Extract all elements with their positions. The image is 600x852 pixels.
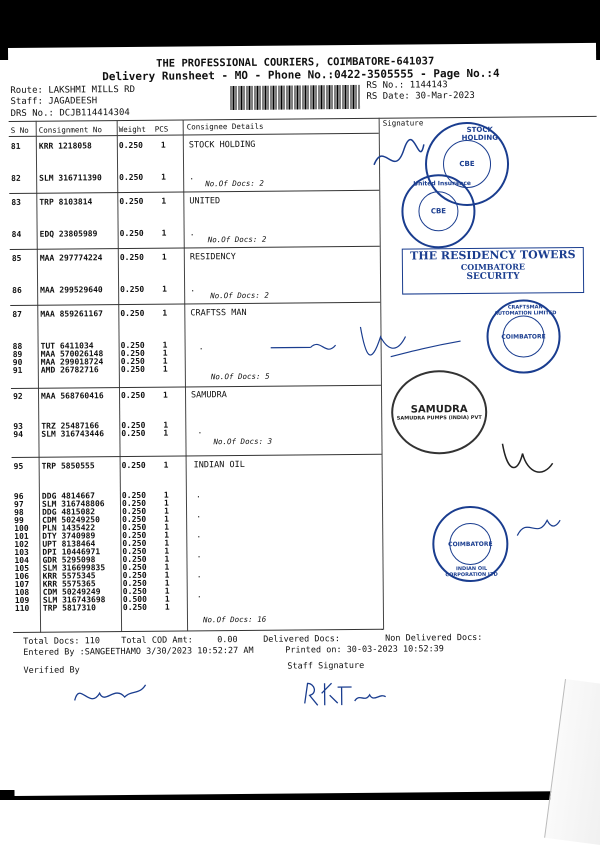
row-weight: 0.250: [119, 172, 144, 183]
group-separator: [9, 190, 379, 194]
row-pcs: 1: [164, 546, 170, 556]
signature-scribble: [270, 316, 471, 378]
row-sno: 85: [11, 253, 22, 263]
consignee-craftss-man: CRAFTSS MAN: [190, 307, 247, 319]
signature-scribble: [497, 433, 557, 484]
verified-by-signature: [69, 675, 149, 716]
row-sno: 107: [14, 579, 30, 589]
consignee-stock-holding: STOCK HOLDING: [188, 139, 256, 151]
row-pcs: 1: [164, 538, 170, 548]
row-pcs: 1: [163, 428, 169, 438]
row-pcs: 1: [164, 578, 170, 588]
group-separator: [11, 385, 381, 389]
row-weight: 0.250: [120, 364, 145, 375]
row-sno: 109: [14, 595, 30, 605]
row-consignment: KRR 5575345: [42, 571, 96, 581]
printed-on: Printed on: 30-03-2023 10:52:39: [285, 644, 444, 656]
row-sno: 90: [12, 357, 23, 367]
row-pcs: 1: [163, 490, 169, 500]
row-pcs: 1: [164, 522, 170, 532]
consignee-dot: .: [197, 426, 203, 437]
row-pcs: 1: [161, 228, 167, 238]
row-weight: 0.250: [119, 252, 144, 263]
row-sno: 97: [13, 499, 24, 509]
row-pcs: 1: [164, 570, 170, 580]
row-consignment: TRP 8103814: [39, 197, 93, 207]
row-consignment: KRR 1218058: [38, 141, 92, 151]
row-weight: 0.250: [121, 498, 147, 509]
row-pcs: 1: [163, 498, 169, 508]
row-pcs: 1: [164, 554, 170, 564]
row-consignment: CDM 50249249: [42, 587, 101, 597]
col-signature: Signature: [382, 118, 424, 128]
row-sno: 84: [11, 229, 22, 239]
docs-count: No.Of Docs: 2: [210, 290, 269, 301]
row-pcs: 1: [163, 460, 169, 470]
row-consignment: MAA 859261167: [40, 309, 103, 319]
row-weight: 0.250: [121, 490, 147, 501]
drs-number: DRS No.: DCJB114414304: [10, 107, 130, 119]
row-weight: 0.250: [119, 228, 144, 239]
row-pcs: 1: [162, 390, 168, 400]
row-sno: 98: [14, 507, 24, 517]
total-cod-value: 0.00: [217, 635, 238, 646]
consignee-dot: .: [190, 284, 196, 295]
row-pcs: 1: [164, 594, 170, 604]
row-sno: 93: [13, 421, 23, 431]
row-pcs: 1: [161, 172, 167, 182]
row-consignment: UPT 8138464: [42, 539, 96, 549]
route-label: Route: LAKSHMI MILLS RD: [10, 84, 136, 96]
row-sno: 100: [14, 523, 29, 533]
consignee-dot: .: [196, 510, 202, 521]
consignee-dot: .: [189, 228, 195, 239]
row-sno: 105: [14, 563, 30, 573]
row-sno: 87: [12, 309, 23, 319]
row-sno: 91: [12, 365, 23, 375]
company-title: THE PROFESSIONAL COURIERS, COIMBATORE-641037: [156, 55, 435, 70]
row-pcs: 1: [162, 356, 168, 366]
craftsman-automation-stamp: COIMBATORE CRAFTSMAN AUTOMATION LIMITED: [486, 299, 561, 374]
col-consignment: Consignment No: [38, 125, 102, 135]
runsheet-page: [8, 43, 600, 796]
row-pcs: 1: [164, 530, 170, 540]
row-weight: 0.250: [122, 562, 147, 573]
row-consignment: TRZ 25487166: [41, 421, 100, 431]
consignee-samudra: SAMUDRA: [190, 390, 227, 401]
total-docs: Total Docs: 110: [23, 636, 100, 647]
row-consignment: TRP 5817310: [42, 603, 96, 613]
row-weight: 0.250: [122, 586, 147, 597]
stock-holding-stamp: CBE STOCK HOLDING: [425, 122, 510, 207]
row-weight: 0.250: [120, 356, 145, 367]
row-sno: 102: [14, 539, 29, 549]
row-consignment: CDM 50249250: [42, 515, 100, 525]
signature-scribble: [512, 505, 562, 545]
row-pcs: 1: [164, 506, 169, 516]
row-consignment: SLM 316711390: [39, 173, 102, 183]
row-consignment: MAA 299018724: [40, 357, 104, 367]
row-consignment: KRR 5575365: [42, 579, 96, 589]
row-consignment: TRP 5850555: [41, 461, 95, 471]
row-weight: 0.250: [120, 308, 145, 319]
row-pcs: 1: [161, 196, 167, 206]
row-sno: 89: [12, 349, 23, 359]
row-pcs: 1: [163, 420, 169, 430]
row-consignment: DPI 10446971: [42, 547, 101, 557]
row-sno: 104: [14, 555, 29, 565]
row-weight: 0.250: [121, 428, 146, 439]
row-consignment: MAA 570026148: [40, 349, 104, 359]
col-divider: [183, 119, 188, 631]
consignee-dot: .: [196, 530, 202, 541]
row-weight: 0.250: [122, 554, 147, 565]
row-sno: 110: [14, 603, 30, 613]
row-sno: 82: [11, 173, 21, 183]
col-consignee: Consignee Details: [186, 121, 264, 132]
docs-count: No.Of Docs: 2: [205, 178, 264, 189]
row-sno: 99: [14, 515, 24, 525]
staff-signature: [299, 673, 389, 714]
row-sno: 81: [10, 141, 21, 151]
row-consignment: DDG 4814667: [41, 491, 95, 501]
row-pcs: 1: [162, 284, 167, 294]
row-pcs: 1: [160, 140, 166, 150]
consignee-residency: RESIDENCY: [189, 252, 236, 263]
row-sno: 103: [14, 547, 29, 557]
row-weight: 0.250: [120, 284, 145, 295]
row-consignment: DTY 3740989: [42, 531, 96, 541]
row-weight: 0.250: [120, 340, 145, 351]
row-weight: 0.250: [122, 538, 147, 549]
docs-count: No.Of Docs: 5: [210, 371, 270, 382]
docs-count: No.Of Docs: 3: [213, 436, 273, 447]
consignee-dot: .: [196, 590, 202, 601]
row-consignment: TUT 6411034: [40, 341, 94, 351]
docs-count: No.Of Docs: 16: [202, 614, 267, 625]
row-weight: 0.250: [118, 140, 143, 151]
group-separator: [10, 246, 380, 250]
consignee-united: UNITED: [189, 196, 221, 207]
row-sno: 96: [13, 491, 24, 501]
row-sno: 88: [12, 341, 23, 351]
row-weight: 0.250: [122, 522, 147, 533]
row-sno: 101: [14, 531, 29, 541]
staff-label: Staff: JAGADEESH: [10, 96, 98, 107]
paper-fold: [544, 679, 600, 847]
united-insurance-stamp: CBE United Insurance: [401, 174, 476, 249]
row-weight: 0.250: [122, 570, 147, 581]
row-pcs: 1: [161, 252, 167, 262]
row-pcs: 1: [162, 364, 168, 374]
row-weight: 0.250: [121, 460, 146, 471]
row-sno: 106: [14, 571, 30, 581]
non-delivered-docs: Non Delivered Docs:: [385, 632, 483, 644]
rs-number: RS No.: 1144143: [366, 80, 448, 91]
row-consignment: SLM 316699835: [42, 563, 106, 573]
delivered-docs: Delivered Docs:: [263, 634, 340, 645]
row-sno: 108: [14, 587, 30, 597]
col-sno: S No: [10, 125, 29, 135]
row-weight: 0.250: [120, 348, 145, 359]
row-consignment: DDG 4815082: [42, 507, 96, 517]
consignee-dot: .: [189, 172, 195, 183]
consignee-dot: .: [196, 570, 202, 581]
row-weight: 0.250: [119, 196, 144, 207]
row-pcs: 1: [164, 586, 170, 596]
runsheet-subtitle: Delivery Runsheet - MO - Phone No.:0422-3505555 - Page No.:4: [102, 66, 500, 84]
row-pcs: 1: [164, 562, 170, 572]
row-sno: 94: [13, 429, 24, 439]
table-bottom-rule: [13, 629, 383, 633]
row-consignment: SLM 316748806: [41, 499, 105, 509]
barcode: [230, 85, 360, 110]
row-consignment: MAA 297774224: [39, 253, 103, 263]
row-weight: 0.250: [122, 514, 147, 525]
row-weight: 0.250: [122, 602, 148, 613]
indian-oil-stamp: COIMBATORE INDIAN OIL CORPORATION LTD: [432, 506, 509, 583]
row-weight: 0.250: [122, 506, 147, 517]
row-weight: 0.250: [122, 578, 147, 589]
row-consignment: MAA 299529640: [40, 285, 103, 295]
row-pcs: 1: [162, 308, 168, 318]
row-sno: 92: [13, 391, 23, 401]
group-separator: [10, 302, 380, 306]
row-pcs: 1: [162, 348, 168, 358]
row-consignment: PLN 1435422: [42, 523, 96, 533]
verified-by-label: Verified By: [23, 665, 80, 676]
consignee-dot: .: [198, 342, 204, 353]
consignee-indian-oil: INDIAN OIL: [193, 459, 245, 471]
residency-towers-stamp: THE RESIDENCY TOWERS COIMBATORE SECURITY: [402, 247, 584, 295]
row-consignment: AMD 26782716: [40, 365, 99, 375]
docs-count: No.Of Docs: 2: [207, 234, 267, 245]
row-weight: 0.250: [122, 546, 147, 557]
row-pcs: 1: [162, 340, 168, 350]
row-pcs: 1: [164, 602, 170, 612]
consignee-dot: .: [195, 490, 202, 501]
row-sno: 83: [11, 197, 22, 207]
total-cod-label: Total COD Amt:: [121, 635, 193, 647]
rs-date: RS Date: 30-Mar-2023: [366, 90, 475, 102]
group-separator: [12, 454, 382, 458]
row-consignment: EDQ 23805989: [39, 229, 98, 239]
row-consignment: MAA 568760416: [41, 391, 104, 401]
row-weight: 0.250: [122, 530, 147, 541]
consignee-dot: .: [196, 550, 202, 561]
row-weight: 0.250: [121, 420, 146, 431]
samudra-stamp: SAMUDRA SAMUDRA PUMPS (INDIA) PVT: [391, 370, 488, 455]
entered-by: Entered By :SANGEETHAMO 3/30/2023 10:52:27 AM: [23, 645, 254, 658]
staff-signature-label: Staff Signature: [287, 660, 365, 672]
row-sno: 95: [13, 461, 24, 471]
row-weight: 0.500: [122, 594, 147, 605]
signature-scribble: [369, 134, 429, 185]
row-pcs: 1: [164, 514, 169, 524]
col-pcs: PCS: [154, 124, 169, 134]
row-consignment: GDR 5295098: [42, 555, 96, 565]
col-weight: Weight: [118, 124, 146, 135]
row-sno: 86: [12, 285, 22, 295]
row-consignment: SLM 316743446: [41, 429, 105, 439]
row-weight: 0.250: [120, 390, 146, 401]
row-consignment: SLM 316743698: [42, 595, 106, 605]
